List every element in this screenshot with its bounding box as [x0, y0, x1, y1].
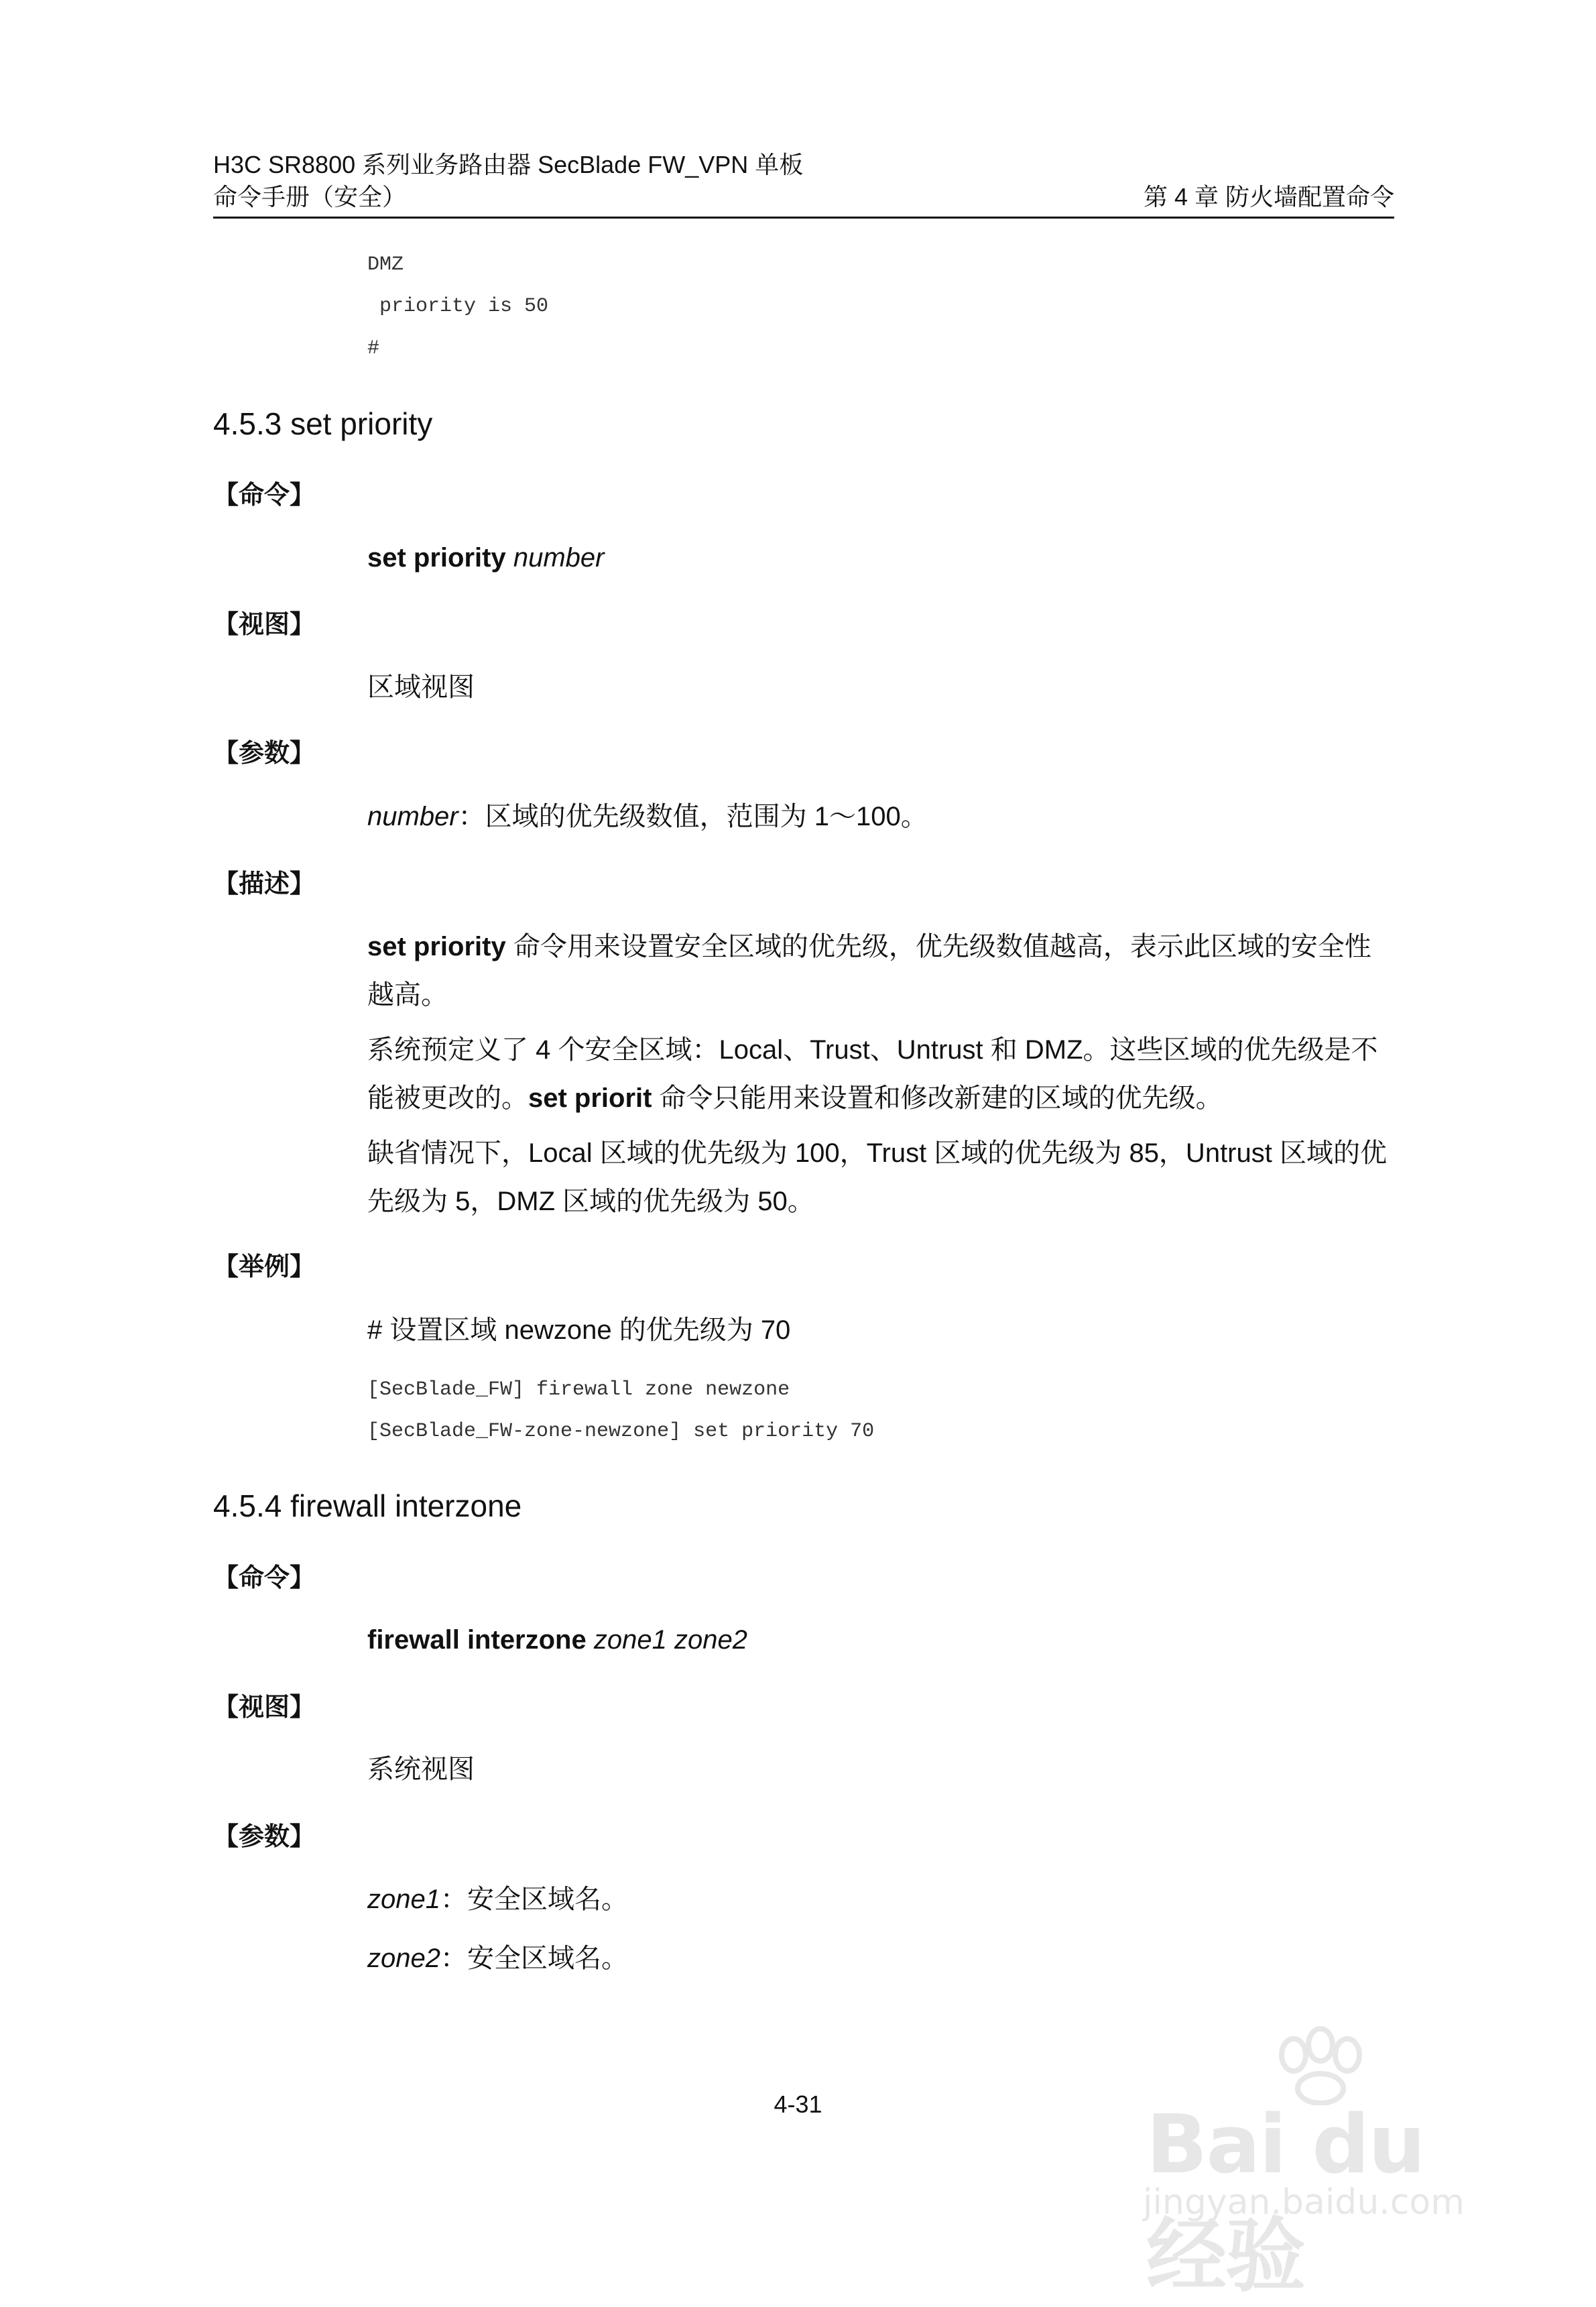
page-header: [213, 149, 1394, 213]
watermark-url: jingyan.baidu.com: [1143, 2182, 1465, 2223]
paw-logo-icon: [1253, 2025, 1388, 2105]
command-syntax: [367, 534, 1394, 582]
tag-example: 【举例】: [213, 1252, 316, 1281]
command-argument: zone1 zone2: [593, 1625, 747, 1655]
page-number: 4-31: [774, 2090, 822, 2118]
section-heading-firewall-interzone: 4.5.4 firewall interzone: [213, 1488, 522, 1523]
param-line: [367, 792, 1394, 841]
tag-params: 【参数】: [213, 738, 316, 768]
code-line: [SecBlade_FW-zone-newzone] set priority 70: [367, 1420, 875, 1443]
desc-text: 命令用来设置安全区域的优先级，优先级数值越高，表示此区域的安全性越高。: [367, 932, 1371, 1010]
param-name: zone1: [367, 1885, 440, 1914]
description-paragraph: 缺省情况下，Local 区域的优先级为 100，Trust 区域的优先级为 85，Untrust 区域的优先级为 5，DMZ 区域的优先级为 50。: [367, 1138, 1387, 1216]
param-desc: ：区域的优先级数值，范围为 1～100。: [458, 802, 928, 831]
header-divider: [213, 217, 1394, 219]
tag-description: 【描述】: [213, 869, 316, 898]
param-line: [367, 1875, 1394, 1924]
param-name: number: [367, 802, 458, 831]
desc-text: 命令只能用来设置和修改新建的区域的优先级。: [652, 1083, 1223, 1113]
tag-view: 【视图】: [213, 1692, 316, 1722]
view-text: 系统视图: [367, 1755, 475, 1784]
description-paragraph: [367, 923, 1394, 1019]
code-line: [SecBlade_FW] firewall zone newzone: [367, 1378, 790, 1401]
command-argument: number: [513, 543, 605, 573]
code-line: priority is 50: [367, 295, 549, 318]
command-syntax: [367, 1616, 1394, 1664]
param-desc: ：安全区域名。: [440, 1885, 628, 1914]
header-manual-title: 命令手册（安全）: [213, 183, 407, 211]
code-line: #: [367, 337, 380, 360]
tag-view: 【视图】: [213, 609, 316, 639]
baidu-jingyan-watermark: [1133, 2025, 1522, 2303]
desc-text: 系统预定义了 4 个安全区域：Local、Trust、Untrust 和 DMZ。这些区域的优先级是不能被更改的。: [367, 1035, 1378, 1113]
header-chapter-title: 第 4 章 防火墙配置命令: [1143, 183, 1394, 211]
param-line: [367, 1934, 1394, 1983]
header-product-title: H3C SR8800 系列业务路由器 SecBlade FW_VPN 单板: [213, 151, 804, 178]
watermark-brand: Bai du 经验: [1146, 2098, 1424, 2303]
tag-command: 【命令】: [213, 1563, 316, 1592]
desc-keyword: set priorit: [528, 1083, 652, 1113]
header-manual-line: [213, 181, 1394, 213]
desc-keyword: set priority: [367, 932, 506, 961]
command-keyword: set priority: [367, 543, 506, 573]
param-desc: ：安全区域名。: [440, 1944, 628, 1973]
code-line: DMZ: [367, 253, 404, 276]
command-keyword: firewall interzone: [367, 1625, 587, 1655]
tag-command: 【命令】: [213, 480, 316, 510]
view-text: 区域视图: [367, 672, 475, 702]
param-name: zone2: [367, 1944, 440, 1973]
description-paragraph: [367, 1026, 1394, 1122]
tag-params: 【参数】: [213, 1822, 316, 1851]
section-heading-set-priority: 4.5.3 set priority: [213, 406, 433, 441]
example-text: # 设置区域 newzone 的优先级为 70: [367, 1315, 791, 1345]
